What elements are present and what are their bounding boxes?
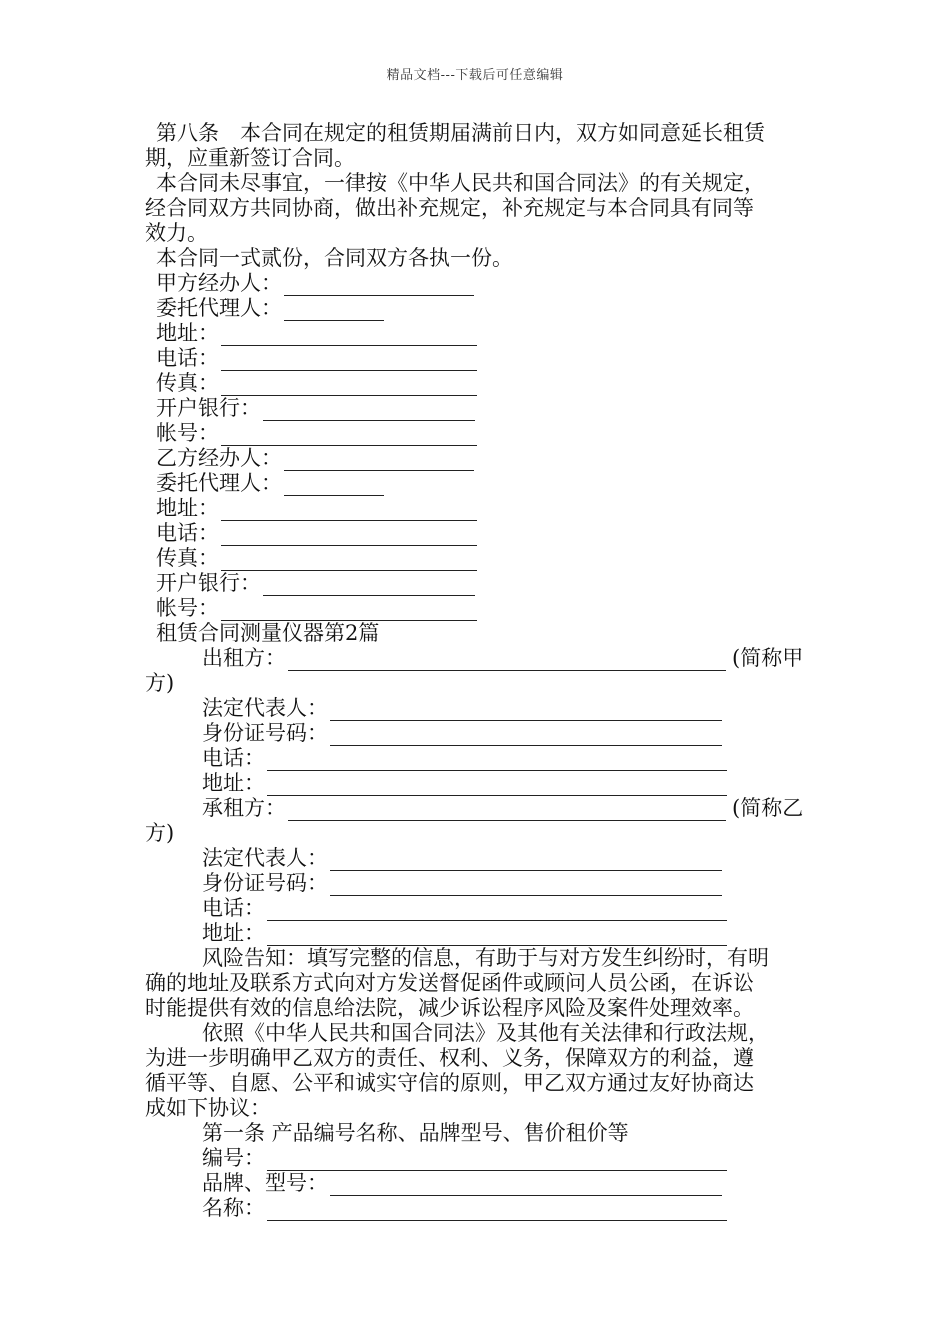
lessor-address-field[interactable] (267, 775, 727, 796)
product-number-label: 编号： (202, 1146, 265, 1170)
party-a-address-row (145, 321, 810, 346)
party-b-fax-label: 传真： (156, 546, 219, 570)
party-b-agent-row (145, 471, 810, 496)
party-a-agent-label: 委托代理人： (156, 296, 282, 320)
party-a-address-label: 地址： (156, 321, 219, 345)
misc-clause-line-1: 本合同未尽事宜，一律按《中华人民共和国合同法》的有关规定， (156, 171, 765, 195)
product-brand-model-row (145, 1171, 810, 1196)
product-number-field[interactable] (267, 1150, 727, 1171)
lessee-abbrev-wrap: 方) (145, 821, 175, 845)
party-a-handler-field[interactable] (284, 275, 474, 296)
lessee-label: 承租方： (202, 796, 286, 820)
party-b-phone-label: 电话： (156, 521, 219, 545)
party-a-bank-field[interactable] (263, 400, 475, 421)
party-a-fax-field[interactable] (221, 375, 477, 396)
party-a-address-field[interactable] (221, 325, 477, 346)
party-b-bank-field[interactable] (263, 575, 475, 596)
product-number-row (145, 1146, 810, 1171)
page-header: 精品文档---下载后可任意编辑 (386, 68, 564, 83)
lessor-id-row (145, 721, 810, 746)
lessee-address-field[interactable] (267, 925, 727, 946)
legal-basis-line-4: 成如下协议： (145, 1096, 271, 1120)
party-b-agent-label: 委托代理人： (156, 471, 282, 495)
party-a-phone-row (145, 346, 810, 371)
product-name-field[interactable] (267, 1200, 727, 1221)
lessor-row (145, 646, 810, 671)
party-a-account-row (145, 421, 810, 446)
party-a-phone-label: 电话： (156, 346, 219, 370)
party-a-agent-row (145, 296, 810, 321)
lessor-address-label: 地址： (202, 771, 265, 795)
party-a-phone-field[interactable] (221, 350, 477, 371)
party-b-fax-row (145, 546, 810, 571)
legal-basis-line-3: 循平等、自愿、公平和诚实守信的原则，甲乙双方通过友好协商达 (145, 1071, 754, 1095)
party-b-address-label: 地址： (156, 496, 219, 520)
lessor-id-label: 身份证号码： (202, 721, 328, 745)
lessor-legal-rep-field[interactable] (330, 700, 722, 721)
lessee-legal-rep-label: 法定代表人： (202, 846, 328, 870)
copies-clause: 本合同一式贰份，合同双方各执一份。 (156, 246, 513, 270)
party-a-fax-row (145, 371, 810, 396)
party-a-bank-label: 开户银行： (156, 396, 261, 420)
legal-basis-line-1: 依照《中华人民共和国合同法》及其他有关法律和行政法规， (202, 1021, 769, 1045)
lessor-phone-label: 电话： (202, 746, 265, 770)
legal-basis-line-2: 为进一步明确甲乙双方的责任、权利、义务，保障双方的利益，遵 (145, 1046, 754, 1070)
lessee-address-row (145, 921, 810, 946)
lessor-phone-row (145, 746, 810, 771)
lessor-label: 出租方： (202, 646, 286, 670)
party-b-account-label: 帐号： (156, 596, 219, 620)
party-b-handler-row (145, 446, 810, 471)
lessor-phone-field[interactable] (267, 750, 727, 771)
party-a-bank-row (145, 396, 810, 421)
lessee-legal-rep-field[interactable] (330, 850, 722, 871)
article-8-line-2: 期，应重新签订合同。 (145, 146, 355, 170)
party-b-handler-label: 乙方经办人： (156, 446, 282, 470)
party-b-phone-field[interactable] (221, 525, 477, 546)
lessee-id-field[interactable] (330, 875, 722, 896)
risk-notice-line-3: 时能提供有效的信息给法院，减少诉讼程序风险及案件处理效率。 (145, 996, 754, 1020)
party-b-address-row (145, 496, 810, 521)
product-brand-model-label: 品牌、型号： (202, 1171, 328, 1195)
article-8-line-1: 第八条 本合同在规定的租赁期届满前日内，双方如同意延长租赁 (156, 121, 765, 145)
party-b-account-row (145, 596, 810, 621)
lessee-legal-rep-row (145, 846, 810, 871)
party-b-agent-field[interactable] (284, 475, 384, 496)
lessor-legal-rep-row (145, 696, 810, 721)
section-2-title: 租赁合同测量仪器第2篇 (156, 621, 380, 645)
lessee-phone-label: 电话： (202, 896, 265, 920)
party-a-fax-label: 传真： (156, 371, 219, 395)
party-a-account-label: 帐号： (156, 421, 219, 445)
lessor-id-field[interactable] (330, 725, 722, 746)
risk-notice-line-1: 风险告知：填写完整的信息，有助于与对方发生纠纷时，有明 (202, 946, 769, 970)
product-name-label: 名称： (202, 1196, 265, 1220)
lessor-address-row (145, 771, 810, 796)
lessee-id-row (145, 871, 810, 896)
party-a-handler-row (145, 271, 810, 296)
misc-clause-line-2: 经合同双方共同协商，做出补充规定，补充规定与本合同具有同等 (145, 196, 754, 220)
misc-clause-line-3: 效力。 (145, 221, 208, 245)
document-body (145, 121, 810, 1221)
party-b-bank-label: 开户银行： (156, 571, 261, 595)
party-b-account-field[interactable] (221, 600, 477, 621)
product-name-row (145, 1196, 810, 1221)
product-brand-model-field[interactable] (330, 1175, 722, 1196)
lessor-abbrev-wrap: 方) (145, 671, 175, 695)
article-1-title: 第一条 产品编号名称、品牌型号、售价租价等 (202, 1121, 629, 1145)
risk-notice-line-2: 确的地址及联系方式向对方发送督促函件或顾问人员公函，在诉讼 (145, 971, 754, 995)
party-a-handler-label: 甲方经办人： (156, 271, 282, 295)
party-b-address-field[interactable] (221, 500, 477, 521)
lessor-field[interactable] (288, 650, 726, 671)
lessee-address-label: 地址： (202, 921, 265, 945)
lessee-phone-field[interactable] (267, 900, 727, 921)
party-a-account-field[interactable] (221, 425, 477, 446)
lessee-row (145, 796, 810, 821)
party-b-phone-row (145, 521, 810, 546)
lessee-phone-row (145, 896, 810, 921)
lessor-abbrev-note: (简称甲 (732, 646, 804, 670)
party-a-agent-field[interactable] (284, 300, 384, 321)
lessor-legal-rep-label: 法定代表人： (202, 696, 328, 720)
party-b-fax-field[interactable] (221, 550, 477, 571)
lessee-field[interactable] (288, 800, 726, 821)
party-b-bank-row (145, 571, 810, 596)
lessee-id-label: 身份证号码： (202, 871, 328, 895)
lessee-abbrev-note: (简称乙 (732, 796, 804, 820)
party-b-handler-field[interactable] (284, 450, 474, 471)
